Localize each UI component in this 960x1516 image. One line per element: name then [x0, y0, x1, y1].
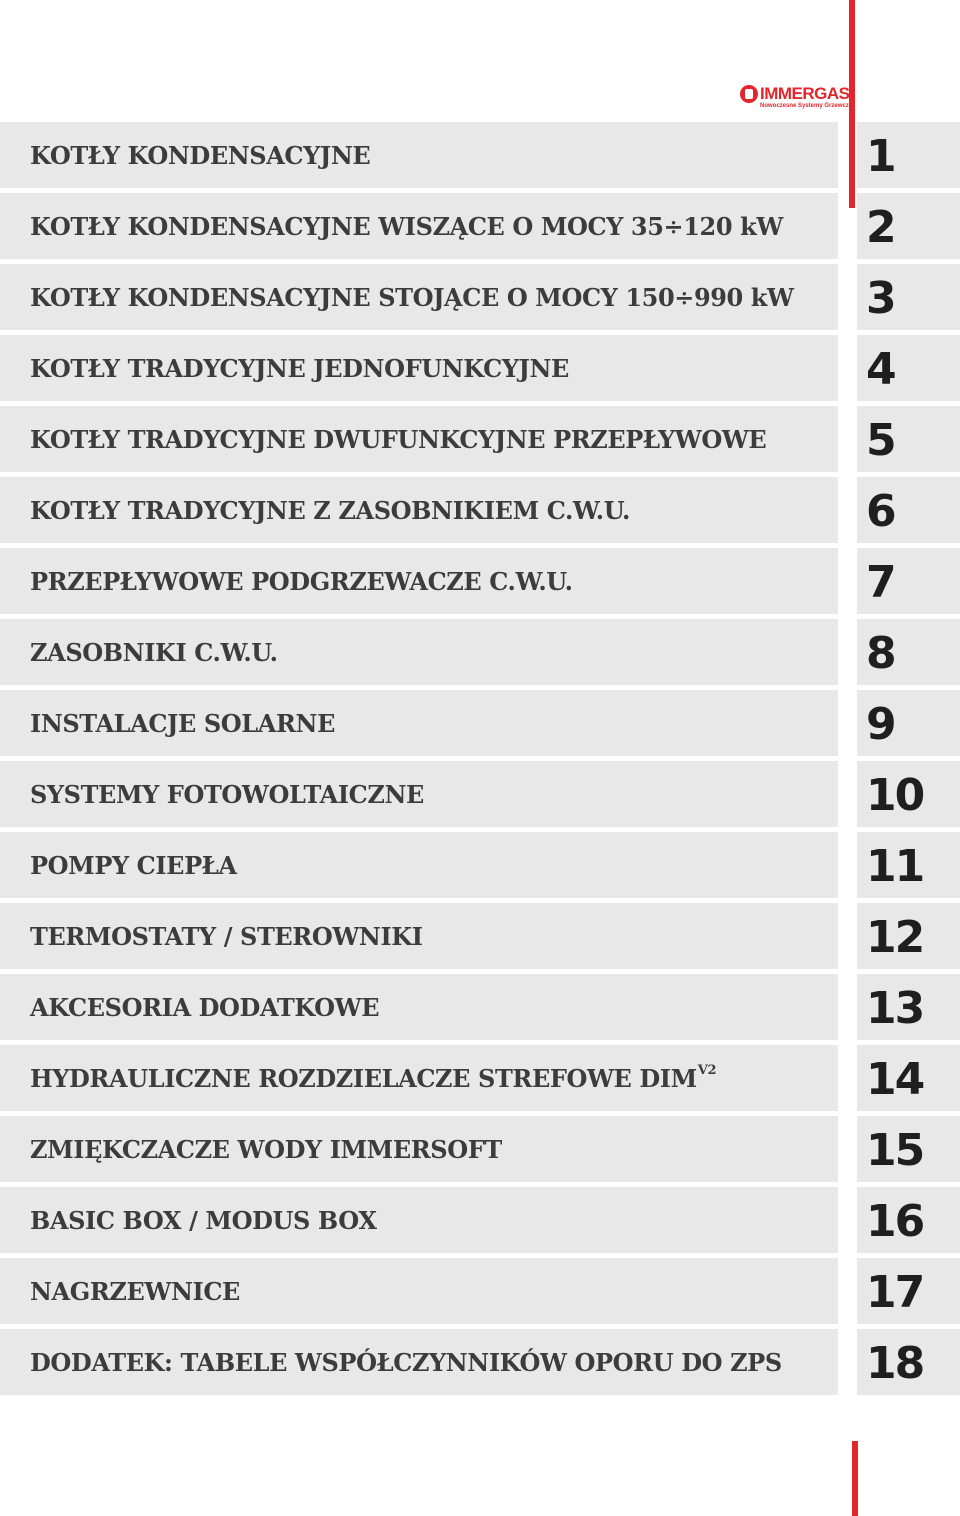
- toc-section-number: 3: [866, 273, 895, 324]
- toc-row[interactable]: [0, 619, 960, 690]
- toc-section-label-text: TERMOSTATY / STEROWNIKI: [30, 922, 423, 951]
- logo-mark-icon: [740, 85, 758, 103]
- logo-brand: IMMERGAS: [760, 84, 850, 103]
- table-of-contents: [0, 122, 960, 1400]
- toc-section-number: 17: [866, 1267, 924, 1318]
- toc-row[interactable]: [0, 264, 960, 335]
- toc-section-number: 13: [866, 983, 924, 1034]
- toc-section-label: [30, 548, 573, 614]
- toc-section-label: [30, 1116, 502, 1182]
- toc-section-label-text: SYSTEMY FOTOWOLTAICZNE: [30, 780, 424, 809]
- toc-row[interactable]: [0, 193, 960, 264]
- toc-section-label: [30, 1045, 716, 1111]
- toc-section-label-text: KOTŁY TRADYCYJNE DWUFUNKCYJNE PRZEPŁYWOWE: [30, 425, 767, 454]
- toc-row[interactable]: [0, 1116, 960, 1187]
- toc-section-number: 1: [866, 131, 895, 182]
- toc-row[interactable]: [0, 832, 960, 903]
- toc-section-label: [30, 761, 424, 827]
- toc-section-label: [30, 1258, 240, 1324]
- toc-row[interactable]: [0, 335, 960, 406]
- toc-row[interactable]: [0, 1187, 960, 1258]
- toc-row[interactable]: [0, 974, 960, 1045]
- toc-section-label-text: HYDRAULICZNE ROZDZIELACZE STREFOWE DIM: [30, 1064, 697, 1093]
- toc-section-label: [30, 122, 370, 188]
- toc-section-number: 11: [866, 841, 924, 892]
- toc-section-label-text: INSTALACJE SOLARNE: [30, 709, 335, 738]
- toc-section-label: [30, 1187, 377, 1253]
- toc-section-number: 14: [866, 1054, 924, 1105]
- toc-section-label: [30, 1329, 782, 1395]
- toc-section-number: 10: [866, 770, 924, 821]
- toc-row[interactable]: [0, 903, 960, 974]
- logo-tagline: Nowoczesne Systemy Grzewcze: [760, 103, 853, 109]
- toc-section-label-text: KOTŁY KONDENSACYJNE WISZĄCE O MOCY 35÷120 kW: [30, 212, 783, 241]
- toc-section-label: [30, 903, 423, 969]
- toc-section-number: 2: [866, 202, 895, 253]
- toc-section-label-text: KOTŁY TRADYCYJNE Z ZASOBNIKIEM C.W.U.: [30, 496, 630, 525]
- toc-section-label: [30, 477, 630, 543]
- toc-row[interactable]: [0, 548, 960, 619]
- toc-section-label: [30, 974, 379, 1040]
- toc-section-number: 6: [866, 486, 895, 537]
- toc-row[interactable]: [0, 122, 960, 193]
- toc-section-number: 16: [866, 1196, 924, 1247]
- toc-section-label-text: NAGRZEWNICE: [30, 1277, 240, 1306]
- toc-section-label-text: BASIC BOX / MODUS BOX: [30, 1206, 377, 1235]
- toc-row[interactable]: [0, 1329, 960, 1400]
- toc-section-label: [30, 690, 335, 756]
- toc-section-number: 9: [866, 699, 895, 750]
- toc-section-label: [30, 406, 766, 472]
- toc-section-number: 12: [866, 912, 924, 963]
- toc-section-superscript: V2: [697, 1063, 717, 1078]
- toc-section-label: [30, 264, 794, 330]
- toc-row[interactable]: [0, 406, 960, 477]
- toc-section-label: [30, 335, 569, 401]
- toc-section-label: [30, 832, 237, 898]
- toc-section-label-text: DODATEK: TABELE WSPÓŁCZYNNIKÓW OPORU DO ZPS: [30, 1348, 782, 1377]
- toc-row[interactable]: [0, 477, 960, 548]
- red-accent-line-bottom: [852, 1441, 858, 1516]
- toc-section-label-text: PRZEPŁYWOWE PODGRZEWACZE C.W.U.: [30, 567, 573, 596]
- toc-section-number: 18: [866, 1338, 924, 1389]
- toc-section-label-text: ZMIĘKCZACZE WODY IMMERSOFT: [30, 1135, 502, 1164]
- toc-section-label-text: AKCESORIA DODATKOWE: [30, 993, 380, 1022]
- toc-section-label-text: KOTŁY TRADYCYJNE JEDNOFUNKCYJNE: [30, 354, 569, 383]
- toc-section-number: 15: [866, 1125, 924, 1176]
- toc-row[interactable]: [0, 1258, 960, 1329]
- toc-section-label-text: POMPY CIEPŁA: [30, 851, 237, 880]
- toc-section-label: [30, 193, 783, 259]
- toc-row[interactable]: [0, 761, 960, 832]
- toc-section-number: 7: [866, 557, 895, 608]
- toc-section-label-text: KOTŁY KONDENSACYJNE STOJĄCE O MOCY 150÷990 kW: [30, 283, 794, 312]
- toc-section-number: 4: [866, 344, 895, 395]
- immergas-logo: [740, 84, 853, 110]
- toc-section-label-text: KOTŁY KONDENSACYJNE: [30, 141, 371, 170]
- toc-section-label-text: ZASOBNIKI C.W.U.: [30, 638, 278, 667]
- toc-row[interactable]: [0, 1045, 960, 1116]
- toc-section-label: [30, 619, 278, 685]
- toc-section-number: 8: [866, 628, 895, 679]
- toc-row[interactable]: [0, 690, 960, 761]
- toc-section-number: 5: [866, 415, 895, 466]
